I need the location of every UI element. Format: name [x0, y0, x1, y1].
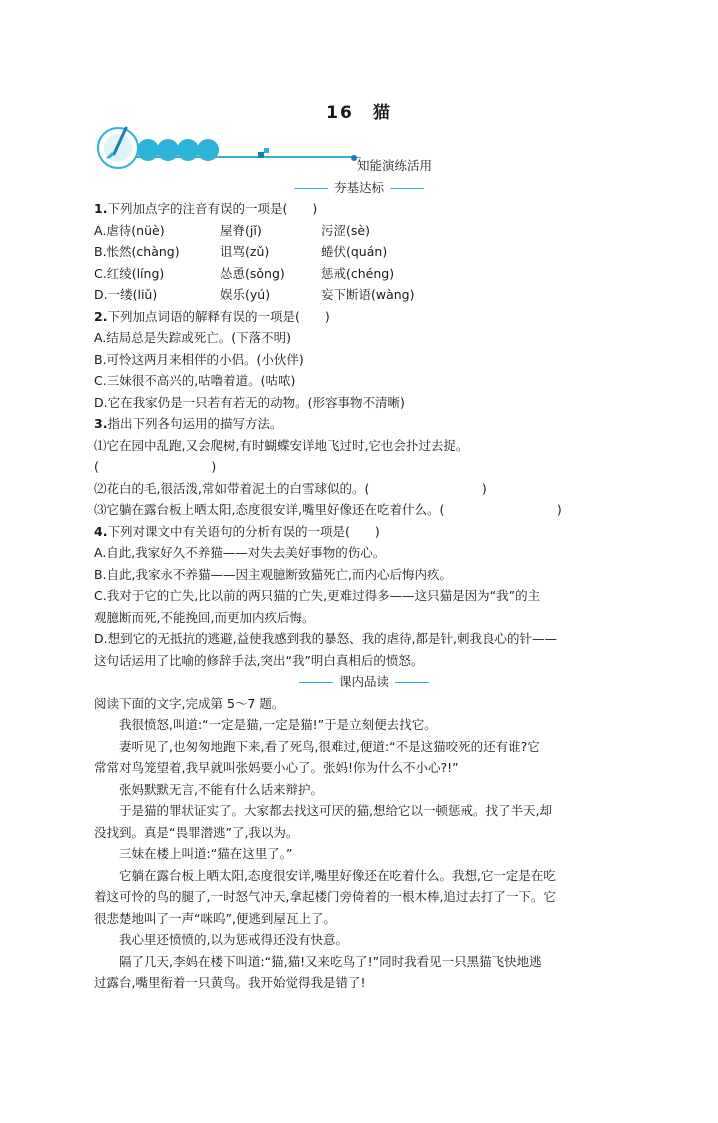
page-title: 16 猫	[326, 103, 392, 123]
q2-option: B.可怜这两月来相伴的小侣。(小伙伴)	[94, 351, 304, 367]
reading-line: 着这可怜的鸟的腿了,一时怒气冲天,拿起楼门旁倚着的一根木棒,追过去打了一下。它	[94, 889, 556, 904]
reading-line: 很悲楚地叫了一声“咪呜”,便逃到屋瓦上了。	[94, 910, 336, 926]
reading-line: 张妈默默无言,不能有什么话来辩护。	[119, 781, 323, 797]
reading-passage	[94, 714, 634, 994]
question-4: 4.下列对课文中有关语句的分析有误的一项是( )	[94, 523, 380, 539]
reading-line: 隔了几天,李妈在楼下叫道:“猫,猫!又来吃鸟了!”同时我看见一只黑猫飞快地逃	[119, 953, 542, 969]
q4-line: C.我对于它的亡失,比以前的两只猫的亡失,更难过得多——这只猫是因为“我”的主	[94, 588, 541, 603]
reading-line: 我很愤怒,叫道:“一定是猫,一定是猫!”于是立刻便去找它。	[119, 717, 437, 732]
section-heading-text: 夯基达标	[333, 180, 384, 195]
question-1: 1.下列加点字的注音有误的一项是( )	[94, 201, 318, 216]
exercise-content	[94, 198, 634, 994]
reading-line: 三妹在楼上叫道:“猫在这里了。”	[119, 846, 293, 861]
question-2: 2.下列加点词语的解释有误的一项是( )	[94, 308, 330, 324]
q4-line: 观臆断而死,不能挽回,而更加内疚后悔。	[94, 609, 315, 625]
reading-line: 于是猫的罪状证实了。大家都去找这可厌的猫,想给它以一顿惩戒。找了半天,却	[119, 803, 552, 818]
section-heading-reading	[94, 671, 634, 693]
reading-line: 我心里还愤愤的,以为惩戒得还没有快意。	[119, 932, 348, 947]
reading-intro: 阅读下面的文字,完成第 5～7 题。	[94, 695, 285, 711]
q3-item: ⑴它在园中乱跑,又会爬树,有时蝴蝶安详地飞过时,它也会扑过去捉。	[94, 437, 469, 453]
question-3: 3.指出下列各句运用的描写方法。	[94, 416, 283, 431]
rule-left	[294, 188, 328, 189]
reading-line: 常常对鸟笼望着,我早就叫张妈要小心了。张妈!你为什么不小心?!”	[94, 760, 459, 775]
q1-option-row: C.红绫(líng) 怂恿(sǒng) 惩戒(chéng)	[94, 265, 395, 281]
section-heading-basics	[0, 178, 718, 196]
q4-line: A.自此,我家好久不养猫——对失去美好事物的伤心。	[94, 545, 386, 560]
rule-right	[395, 682, 429, 683]
reading-line: 它躺在露台板上晒太阳,态度很安详,嘴里好像还在吃着什么。我想,它一定是在吃	[119, 867, 556, 883]
reading-line: 过露台,嘴里衔着一只黄鸟。我开始觉得我是错了!	[94, 975, 366, 990]
q1-option-row: B.怅然(chàng) 诅骂(zǔ) 蜷伏(quán)	[94, 244, 388, 259]
q4-line: B.自此,我家永不养猫——因主观臆断致猫死亡,而内心后悔内疚。	[94, 566, 452, 582]
banner-label: 知能演练活用	[357, 158, 433, 173]
reading-line: 妻听见了,也匆匆地跑下来,看了死鸟,很难过,便道:“不是这猫咬死的还有谁?它	[119, 738, 540, 754]
q1-option-row: A.虐待(nüè) 屋脊(jǐ) 污涩(sè)	[94, 222, 370, 238]
q3-item: ⑶它躺在露台板上晒太阳,态度很安详,嘴里好像还在吃着什么。( )	[94, 502, 562, 517]
q4-line: 这句话运用了比喻的修辞手法,突出“我”明白真相后的愤怒。	[94, 652, 424, 668]
q2-option: A.结局总是失踪或死亡。(下落不明)	[94, 330, 292, 345]
q4-line: D.想到它的无抵抗的逃避,益使我感到我的暴怒、我的虐待,都是针,刺我良心的针——	[94, 631, 558, 646]
q3-item: ⑵花白的毛,很活泼,常如带着泥土的白雪球似的。( )	[94, 480, 487, 496]
reading-line: 没找到。真是“畏罪潜逃”了,我以为。	[94, 824, 299, 840]
brush-circle-icon	[98, 128, 138, 168]
q1-option-row: D.一缕(liǔ) 娱乐(yú) 妄下断语(wàng)	[94, 287, 415, 302]
q3-answer-blank: ( )	[94, 459, 217, 474]
q2-option: D.它在我家仍是一只若有若无的动物。(形容事物不清晰)	[94, 394, 405, 410]
rule-left	[299, 682, 333, 683]
rule-right	[390, 188, 424, 189]
section-heading-text: 课内品读	[338, 674, 389, 689]
q2-option: C.三妹很不高兴的,咕噜着道。(咕哝)	[94, 373, 296, 388]
